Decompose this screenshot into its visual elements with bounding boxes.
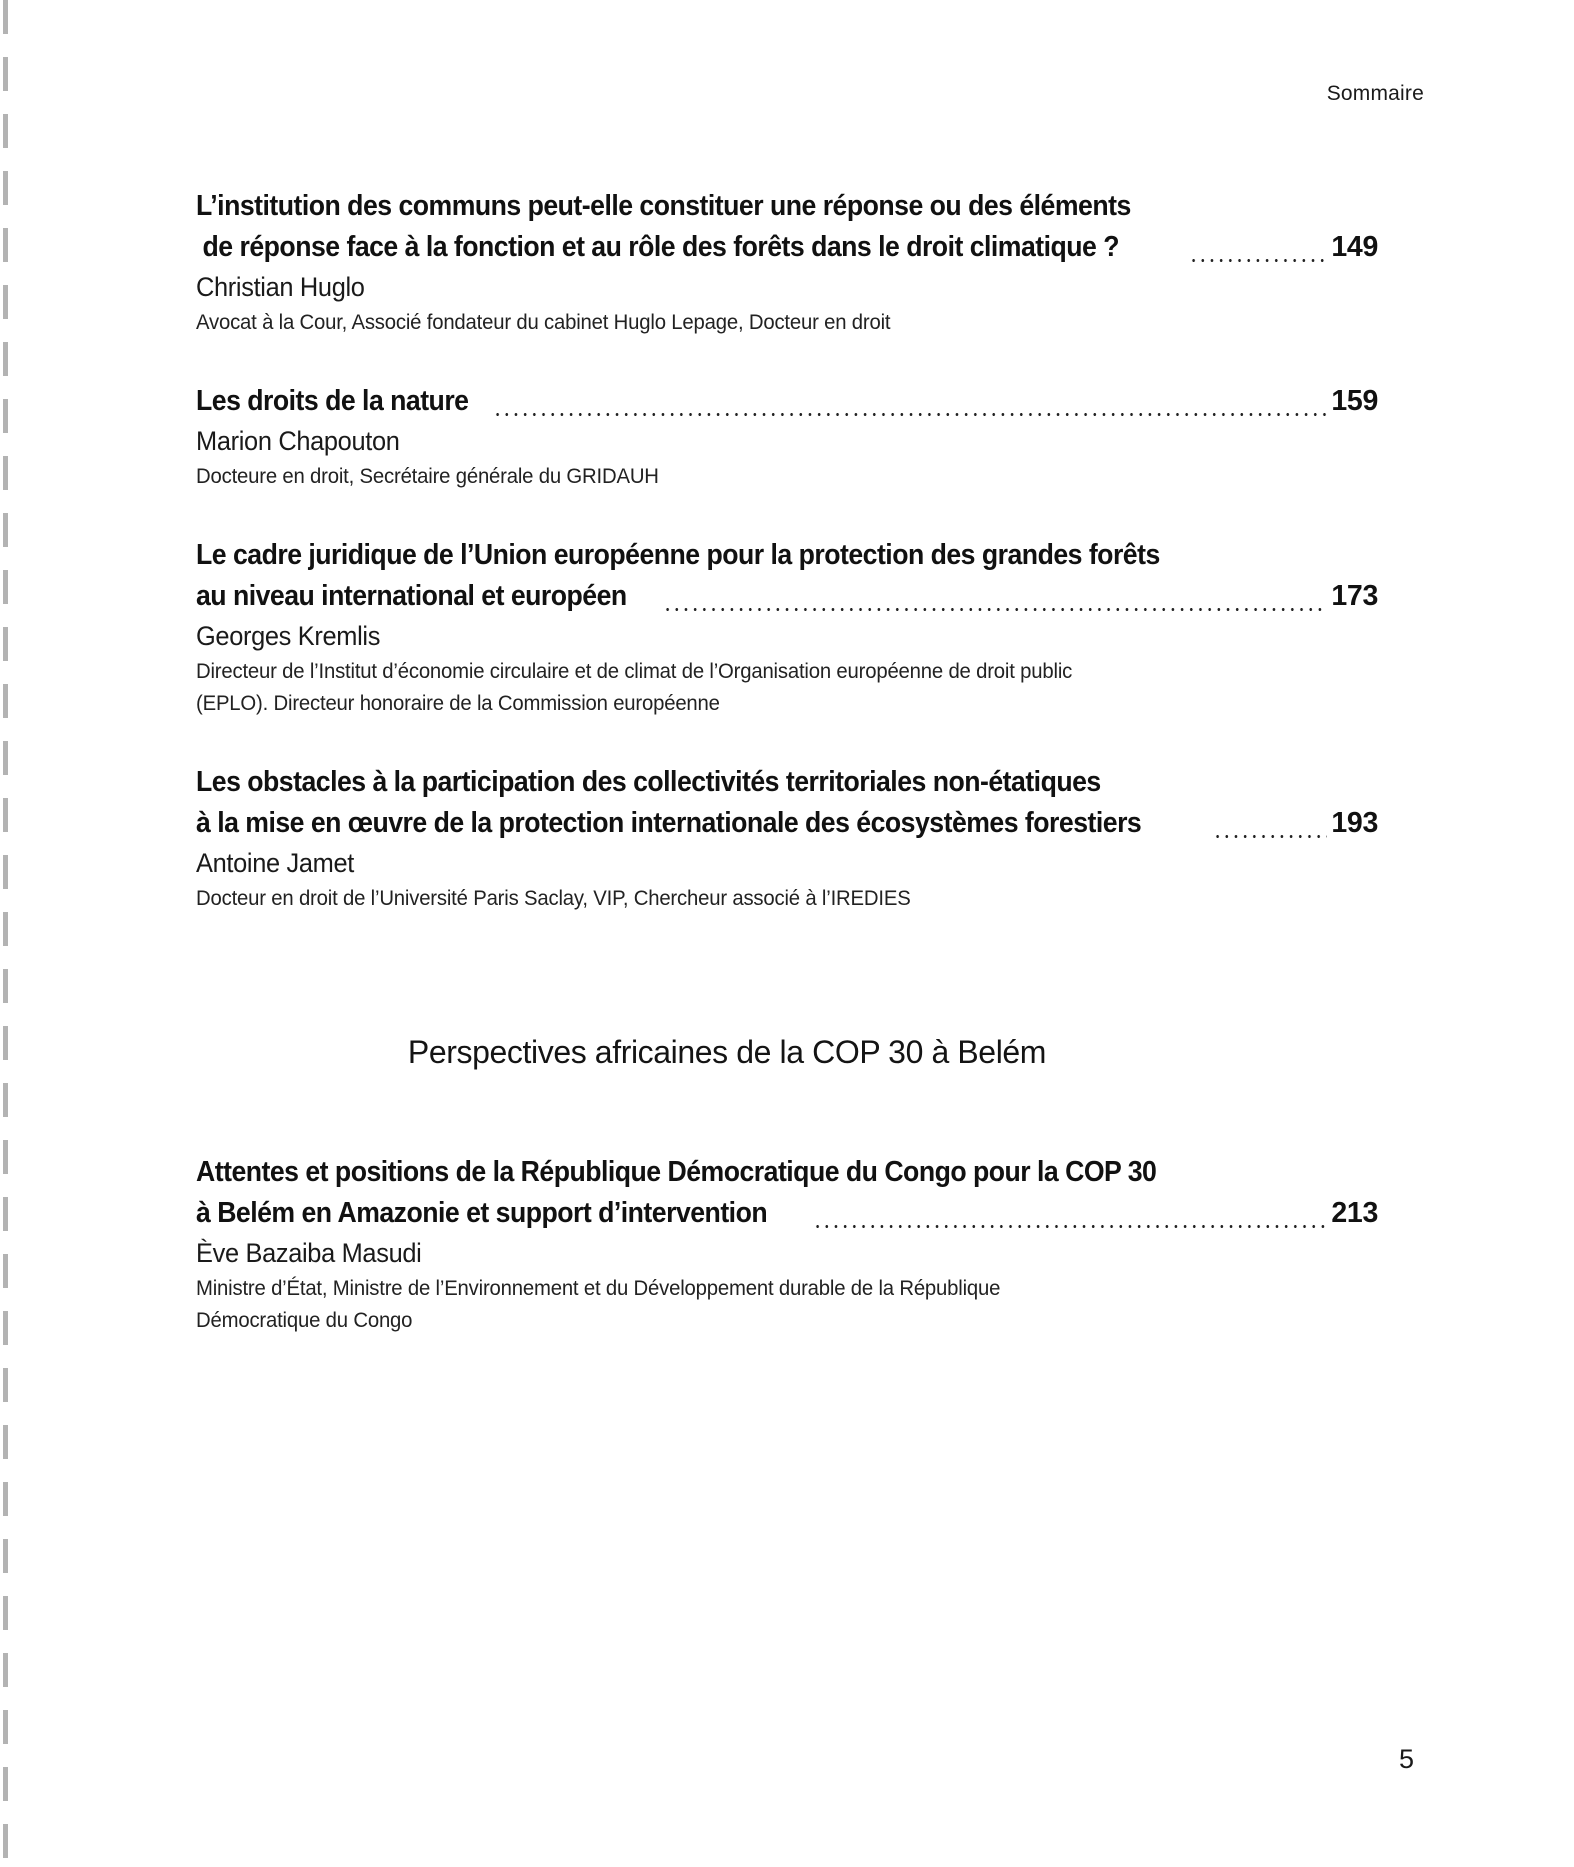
dot-leader — [813, 1212, 1328, 1234]
toc-entry-title-line[interactable] — [196, 1193, 1378, 1234]
toc-entry-page-number: 149 — [1331, 231, 1378, 263]
toc-entry-author: Marion Chapouton — [196, 426, 400, 456]
binding-perforation-marks — [3, 0, 8, 1867]
toc-entry-author: Antoine Jamet — [196, 848, 354, 878]
affiliation-line: Directeur de l’Institut d’économie circulaire et de climat de l’Organisation européenne de droit public — [196, 659, 1073, 683]
affiliation-line: Ministre d’État, Ministre de l’Environnement et du Développement durable de la République — [196, 1276, 1001, 1300]
toc-entry-title-text: Les droits de la nature — [196, 385, 469, 417]
toc-entry[interactable] — [196, 1152, 1378, 1336]
toc-entry-page-number: 173 — [1331, 580, 1378, 612]
toc-entry-title-line[interactable] — [196, 535, 1378, 576]
affiliation-line: (EPLO). Directeur honoraire de la Commission européenne — [196, 691, 720, 715]
page-folio-number: 5 — [1398, 1744, 1414, 1774]
affiliation-line: Docteur en droit de l’Université Paris Saclay, VIP, Chercheur associé à l’IREDIES — [196, 886, 911, 910]
dot-leader — [1189, 246, 1327, 268]
dot-leader — [663, 595, 1328, 617]
toc-entry-title-text: de réponse face à la fonction et au rôle des forêts dans le droit climatique ? — [202, 231, 1120, 263]
dot-leader — [1229, 1171, 1374, 1193]
toc-entry-title-text: Le cadre juridique de l’Union européenne pour la protection des grandes forêts — [196, 539, 1160, 571]
toc-entry-title-line[interactable] — [196, 576, 1378, 617]
toc-entry[interactable] — [196, 535, 1378, 719]
toc-content — [196, 186, 1378, 1336]
toc-entry-title-line[interactable] — [196, 227, 1378, 268]
toc-entry[interactable] — [196, 762, 1378, 914]
toc-entry[interactable] — [196, 381, 1378, 492]
affiliation-line: Démocratique du Congo — [196, 1308, 413, 1332]
dot-leader — [493, 400, 1327, 422]
toc-entry-affiliation — [196, 1272, 1313, 1336]
toc-entry-title-line[interactable] — [196, 762, 1378, 803]
affiliation-line: Docteure en droit, Secrétaire générale du GRIDAUH — [196, 464, 659, 488]
affiliation-line: Avocat à la Cour, Associé fondateur du cabinet Huglo Lepage, Docteur en droit — [196, 310, 891, 334]
toc-entry-title-line[interactable] — [196, 803, 1378, 844]
toc-entry-author: Christian Huglo — [196, 272, 365, 302]
toc-entry-affiliation — [196, 882, 1313, 914]
dot-leader — [1233, 554, 1374, 576]
toc-entry-author: Ève Bazaiba Masudi — [196, 1238, 422, 1268]
running-head: Sommaire — [1326, 82, 1424, 105]
toc-entry-title-text: à la mise en œuvre de la protection internationale des écosystèmes forestiers — [196, 807, 1142, 839]
toc-entry-page-number: 159 — [1331, 385, 1378, 417]
toc-entry-title-line[interactable] — [196, 1152, 1378, 1193]
dot-leader — [1202, 205, 1374, 227]
toc-entry-title-text: à Belém en Amazonie et support d’intervention — [196, 1197, 768, 1229]
dot-leader — [1213, 822, 1327, 844]
toc-entry[interactable] — [196, 186, 1378, 338]
toc-entry-title-text: au niveau international et européen — [196, 580, 627, 612]
toc-entry-title-text: L’institution des communs peut-elle constituer une réponse ou des éléments — [196, 190, 1131, 222]
toc-entry-affiliation — [196, 655, 1313, 719]
section-heading: Perspectives africaines de la COP 30 à Belém — [407, 1034, 1047, 1070]
dot-leader — [1170, 781, 1374, 803]
toc-entry-author: Georges Kremlis — [196, 621, 381, 651]
toc-entry-page-number: 193 — [1331, 807, 1378, 839]
toc-entry-page-number: 213 — [1331, 1197, 1378, 1229]
toc-entry-title-text: Attentes et positions de la République Démocratique du Congo pour la COP 30 — [196, 1156, 1157, 1188]
toc-entry-affiliation — [196, 460, 1313, 492]
toc-entry-affiliation — [196, 306, 1313, 338]
toc-entry-title-text: Les obstacles à la participation des collectivités territoriales non-étatiques — [196, 766, 1101, 798]
toc-entry-title-line[interactable] — [196, 381, 1378, 422]
toc-entry-title-line[interactable] — [196, 186, 1378, 227]
